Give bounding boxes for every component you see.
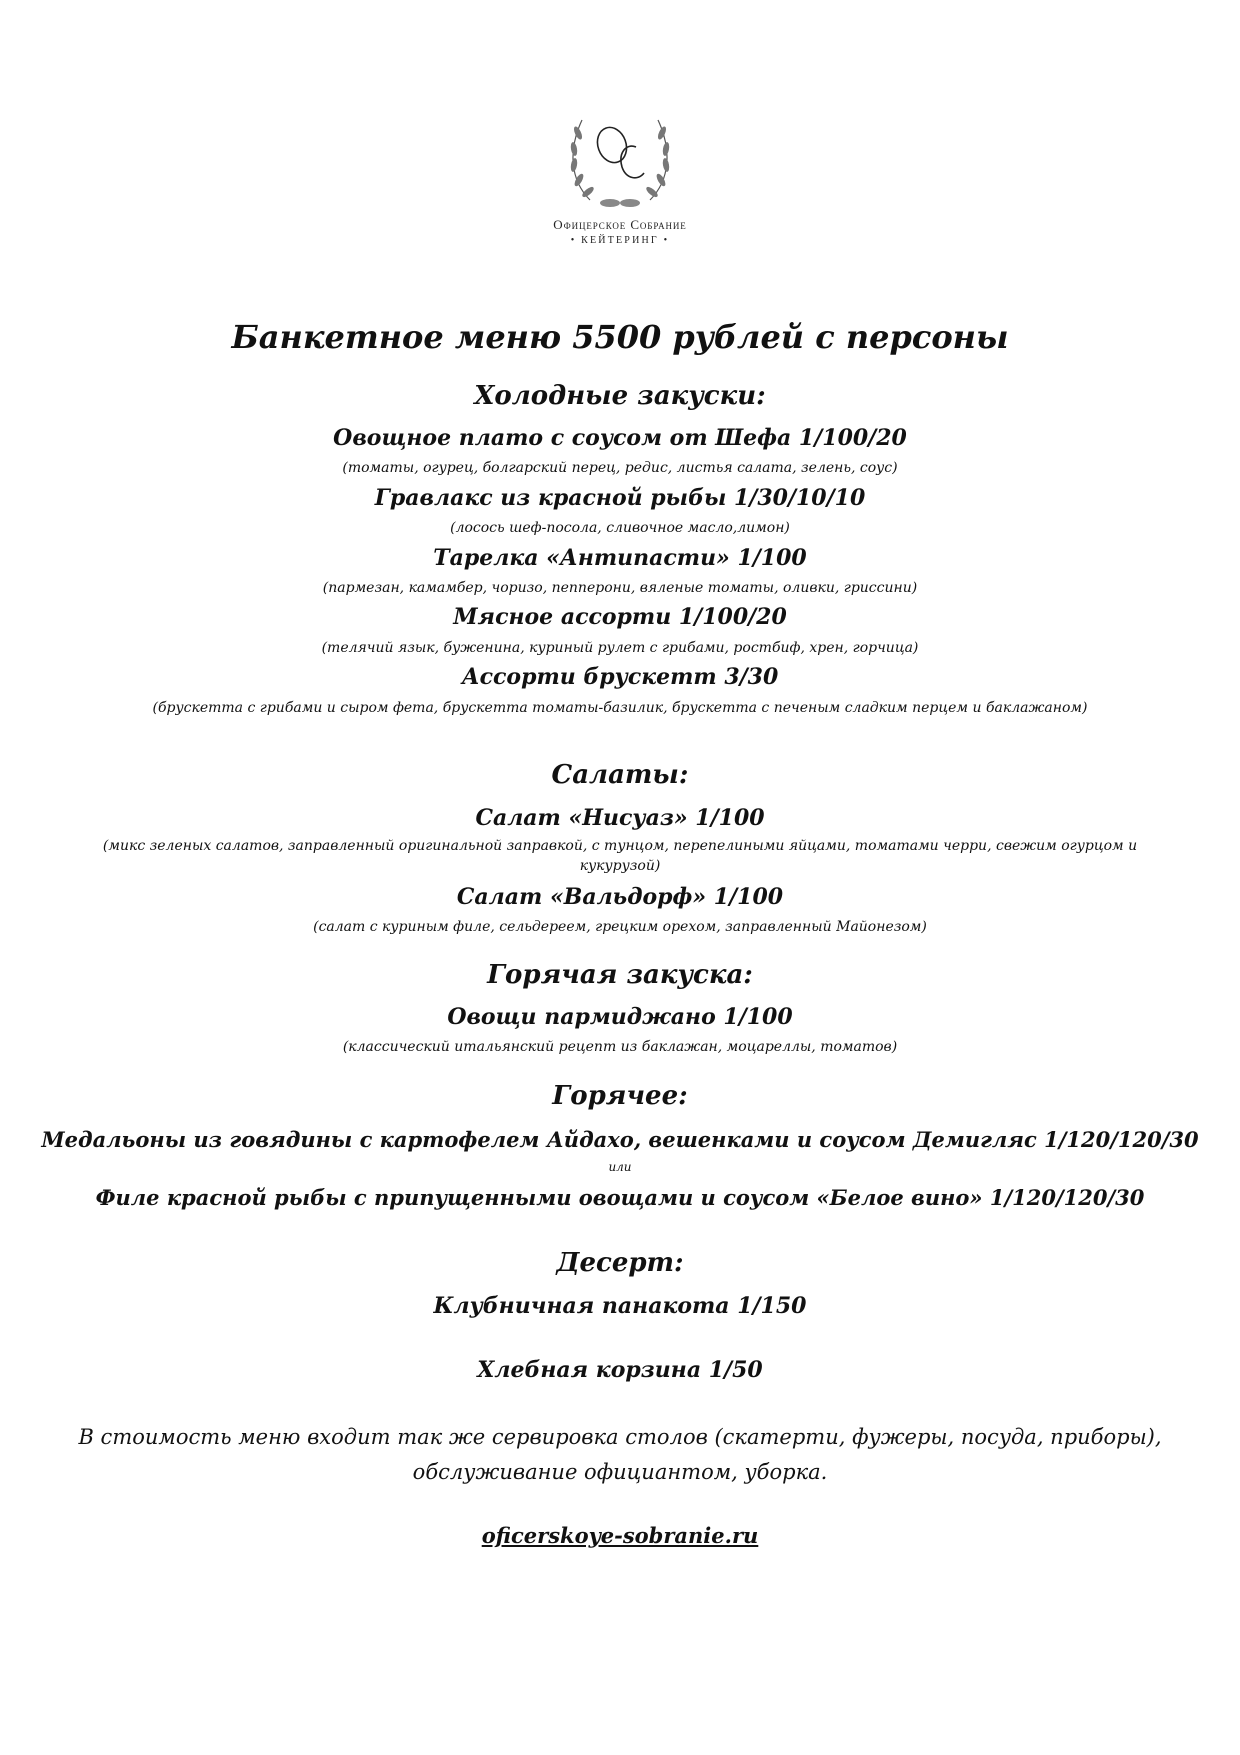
dish-name: Мясное ассорти 1/100/20 <box>453 604 787 630</box>
dish-name: Гравлакс из красной рыбы 1/30/10/10 <box>374 485 866 511</box>
logo-name: Офицерское Собрание <box>553 217 687 232</box>
or-separator: или <box>608 1160 632 1174</box>
dish-name: Филе красной рыбы с припущенными овощами и соусом «Белое вино» 1/120/120/30 <box>95 1185 1145 1210</box>
logo-subtitle: • КЕЙТЕРИНГ • <box>570 235 670 246</box>
section-salads-heading: Салаты: <box>551 760 689 790</box>
dish-name: Ассорти брускетт 3/30 <box>461 664 779 690</box>
dish-name: Клубничная панакота 1/150 <box>433 1293 807 1319</box>
dish-description: (микс зеленых салатов, заправленный оригинальной заправкой, с тунцом, перепелиными яйцами, томатами черри, свежим огурцом и <box>102 838 1138 854</box>
dish-description: (классический итальянский рецепт из баклажан, моцареллы, томатов) <box>342 1039 898 1055</box>
dish-description: (брускетта с грибами и сыром фета, брускетта томаты-базилик, брускетта с печеным сладким перцем и баклажаном) <box>152 700 1088 716</box>
dish-name: Салат «Нисуаз» 1/100 <box>475 805 765 831</box>
dish-name: Овощное плато с соусом от Шефа 1/100/20 <box>333 425 907 451</box>
website-link[interactable]: oficerskoye-sobranie.ru <box>481 1523 759 1548</box>
page-title: Банкетное меню 5500 рублей с персоны <box>231 318 1009 356</box>
section-hot-snack-heading: Горячая закуска: <box>487 960 753 990</box>
dish-description: (пармезан, камамбер, чоризо, пепперони, вяленые томаты, оливки, гриссини) <box>322 580 918 596</box>
footer-note: В стоимость меню входит так же сервировка столов (скатерти, фужеры, посуда, приборы), <box>78 1425 1162 1449</box>
bread-basket: Хлебная корзина 1/50 <box>477 1357 763 1383</box>
section-dessert-heading: Десерт: <box>556 1248 684 1278</box>
laurel-monogram-icon <box>560 105 680 215</box>
dish-description: (телячий язык, буженина, куриный рулет с грибами, ростбиф, хрен, горчица) <box>321 640 919 656</box>
footer-note-cont: обслуживание официантом, уборка. <box>412 1460 828 1484</box>
logo <box>520 105 720 275</box>
dish-description: (салат с куриным филе, сельдереем, грецким орехом, заправленный Майонезом) <box>313 919 927 935</box>
dish-name: Овощи пармиджано 1/100 <box>447 1004 793 1030</box>
dish-name: Тарелка «Антипасти» 1/100 <box>433 545 807 571</box>
dish-name: Медальоны из говядины с картофелем Айдахо, вешенками и соусом Демигляс 1/120/120/30 <box>41 1127 1199 1152</box>
dish-description-cont: кукурузой) <box>579 858 661 874</box>
dish-description: (лосось шеф-посола, сливочное масло,лимон) <box>450 520 790 536</box>
section-cold-heading: Холодные закуски: <box>474 381 766 411</box>
section-hot-heading: Горячее: <box>552 1081 688 1111</box>
dish-description: (томаты, огурец, болгарский перец, редис, листья салата, зелень, соус) <box>342 460 898 476</box>
dish-name: Салат «Вальдорф» 1/100 <box>456 884 784 910</box>
